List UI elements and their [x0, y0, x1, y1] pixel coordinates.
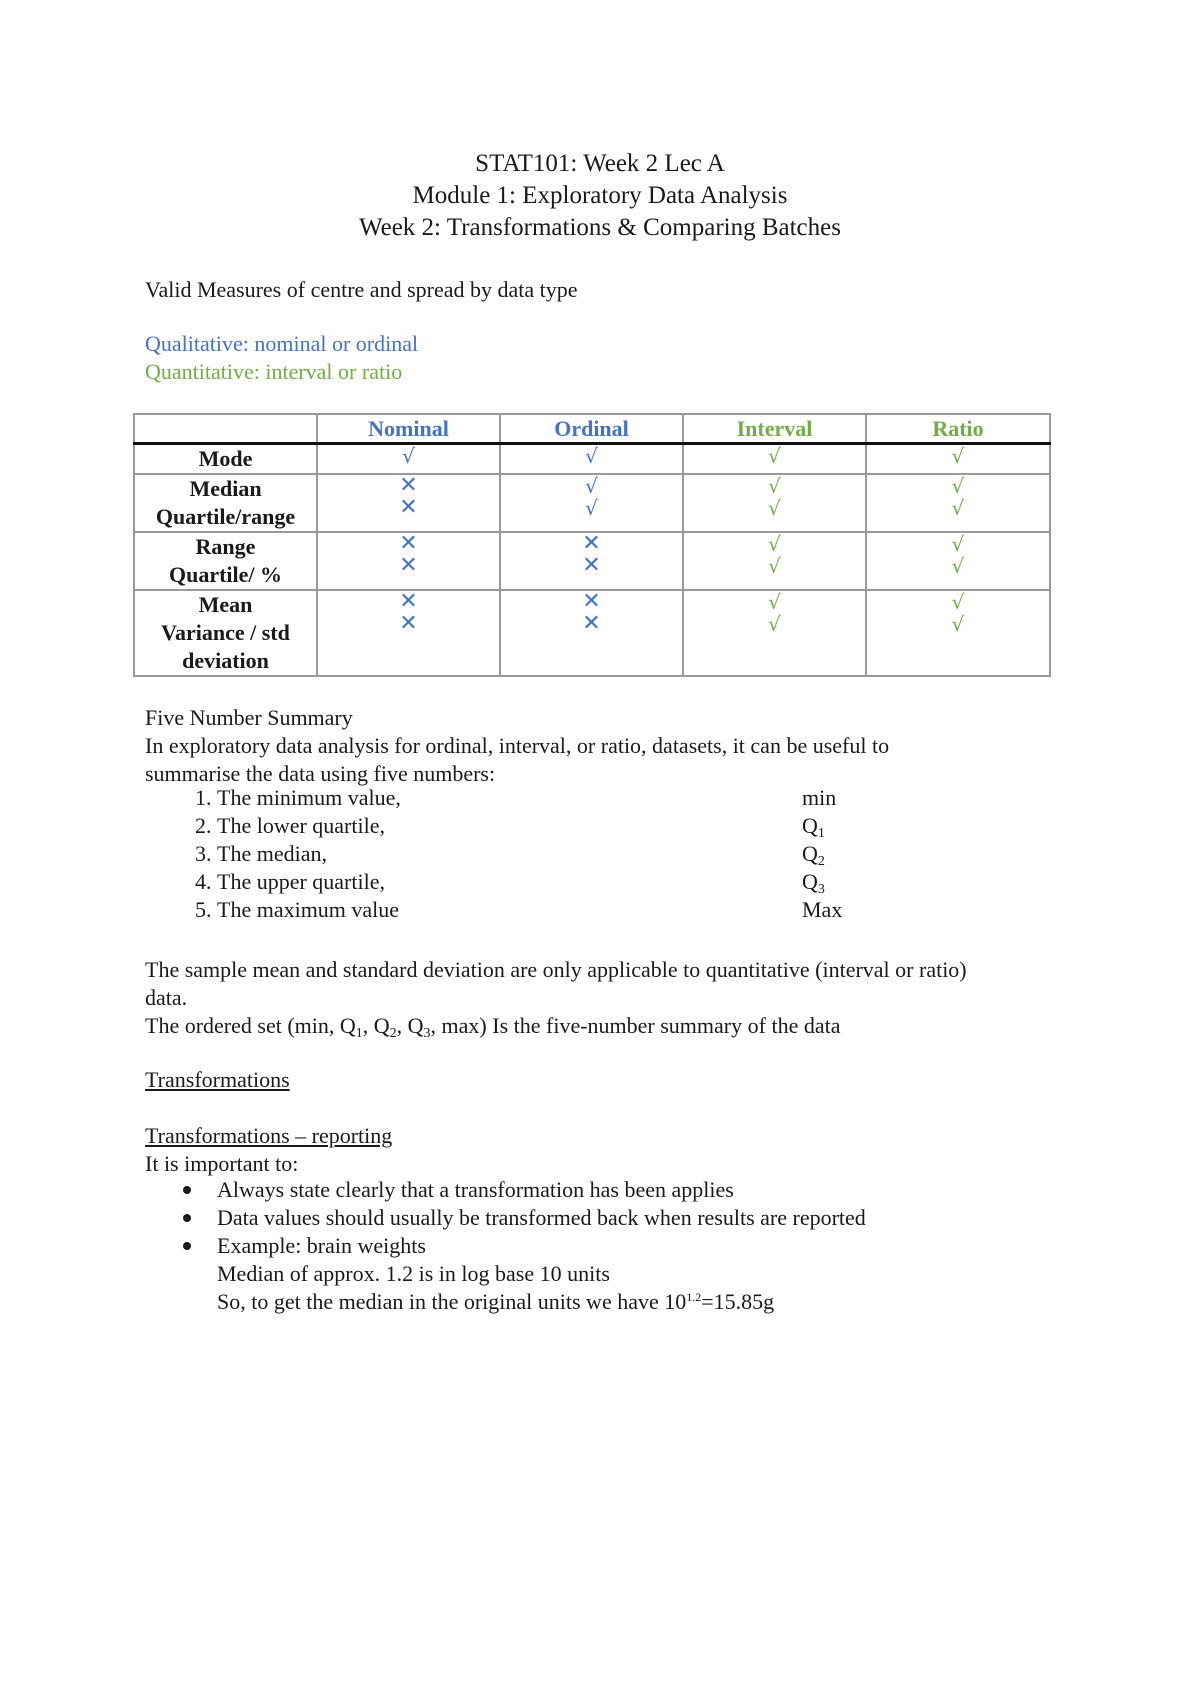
five-number-list — [145, 784, 1017, 924]
symbol-text: Q — [802, 813, 818, 838]
ordered-set-text: , Q — [396, 1013, 424, 1038]
list-item-text: The median, — [217, 841, 327, 866]
ordered-set-text: , max) Is the five-number summary of the data — [430, 1013, 841, 1038]
row-header-line: Median — [189, 476, 262, 501]
list-item — [217, 896, 1017, 924]
ordered-set-sentence — [145, 1012, 840, 1040]
sample-mean-note-line-2: data. — [145, 985, 188, 1010]
row-header-line: Mean — [198, 592, 253, 617]
bullet-dot-icon — [183, 1242, 191, 1250]
table-cell — [317, 590, 500, 676]
checkmark-icon: √ — [768, 612, 781, 636]
table-cell — [500, 444, 683, 475]
row-header-cell — [134, 532, 317, 590]
list-item — [217, 1204, 866, 1232]
cross-icon: ✕ — [582, 553, 601, 578]
list-item — [217, 840, 1017, 868]
cross-icon: ✕ — [582, 589, 601, 614]
table-cell — [683, 444, 866, 475]
cross-icon: ✕ — [399, 589, 418, 614]
table-cell — [500, 590, 683, 676]
checkmark-icon: √ — [951, 532, 965, 556]
row-header-line: Range — [195, 534, 256, 559]
row-header-line: Quartile/range — [155, 504, 296, 529]
ordered-set-subscript: 2 — [389, 1026, 397, 1041]
table-body — [134, 444, 1050, 677]
column-header-interval: Interval — [683, 414, 866, 444]
checkmark-icon: √ — [951, 590, 965, 614]
bullet-text: Always state clearly that a transformation has been applies — [217, 1177, 734, 1202]
row-header-line: Variance / std — [161, 620, 290, 645]
table-row — [134, 474, 1050, 532]
checkmark-icon: √ — [768, 590, 781, 614]
cross-icon: ✕ — [582, 531, 601, 556]
bullet-dot-icon — [183, 1186, 191, 1194]
sample-mean-note-line-1: The sample mean and standard deviation are only applicable to quantitative (interval or ratio) — [145, 957, 967, 982]
list-item-text: The minimum value, — [217, 785, 401, 810]
reporting-bullet-list — [145, 1176, 866, 1316]
table-cell — [317, 532, 500, 590]
checkmark-icon: √ — [951, 496, 965, 520]
example-exponent: 1.2 — [686, 1290, 702, 1304]
table-cell — [866, 590, 1050, 676]
checkmark-icon: √ — [768, 474, 781, 498]
bullet-text: Example: brain weights — [217, 1233, 426, 1258]
measures-table — [133, 413, 1051, 677]
checkmark-icon: √ — [585, 496, 598, 520]
symbol-text: Max — [802, 897, 843, 922]
column-header-ratio: Ratio — [866, 414, 1050, 444]
table-cell — [317, 474, 500, 532]
transformations-reporting-heading: Transformations – reporting — [145, 1123, 393, 1148]
list-item-symbol — [802, 812, 825, 840]
example-result-text: =15.85g — [701, 1289, 775, 1314]
row-header-line: Quartile/ % — [168, 562, 283, 587]
document-header — [0, 148, 1200, 244]
symbol-text: Q — [802, 869, 818, 894]
five-number-heading: Five Number Summary — [145, 705, 353, 730]
list-item-symbol — [802, 896, 842, 924]
week-title: Week 2: Transformations & Comparing Batches — [359, 214, 841, 241]
cross-icon: ✕ — [399, 531, 418, 556]
table-cell — [866, 444, 1050, 475]
table-cell — [500, 474, 683, 532]
table-row — [134, 590, 1050, 676]
row-header-line: deviation — [182, 648, 269, 673]
column-header-nominal: Nominal — [317, 414, 500, 444]
column-header-ordinal: Ordinal — [500, 414, 683, 444]
table-cell — [500, 532, 683, 590]
symbol-subscript: 1 — [817, 826, 825, 841]
checkmark-icon: √ — [585, 474, 598, 498]
symbol-text: min — [802, 785, 837, 810]
example-detail-line — [217, 1288, 866, 1316]
checkmark-icon: √ — [768, 554, 781, 578]
table-cell — [866, 474, 1050, 532]
row-header-cell — [134, 590, 317, 676]
cross-icon: ✕ — [399, 611, 418, 636]
table-cell — [683, 474, 866, 532]
module-title: Module 1: Exploratory Data Analysis — [412, 182, 788, 209]
list-item — [217, 868, 1017, 896]
list-item-text: The maximum value — [217, 897, 400, 922]
five-number-intro-line-1: In exploratory data analysis for ordinal, interval, or ratio, datasets, it can be useful to — [145, 733, 890, 758]
symbol-subscript: 2 — [817, 854, 825, 869]
symbol-text: Q — [802, 841, 818, 866]
row-header-cell — [134, 444, 317, 475]
cross-icon: ✕ — [399, 473, 418, 498]
ordered-set-subscript: 1 — [355, 1026, 363, 1041]
ordered-set-text: The ordered set (min, Q — [145, 1013, 356, 1038]
table-corner-cell — [134, 414, 317, 444]
qualitative-definition: Qualitative: nominal or ordinal — [145, 331, 419, 356]
table-row — [134, 444, 1050, 475]
important-intro: It is important to: — [145, 1151, 299, 1176]
checkmark-icon: √ — [768, 444, 781, 468]
table-row — [134, 532, 1050, 590]
table-cell — [683, 532, 866, 590]
list-item — [217, 1176, 866, 1204]
list-item — [217, 784, 1017, 812]
cross-icon: ✕ — [582, 611, 601, 636]
list-item — [217, 1232, 866, 1260]
list-item — [217, 812, 1017, 840]
checkmark-icon: √ — [402, 444, 415, 468]
quantitative-definition: Quantitative: interval or ratio — [145, 359, 403, 384]
cross-icon: ✕ — [399, 495, 418, 520]
intro-text: Valid Measures of centre and spread by data type — [145, 277, 578, 302]
transformations-heading: Transformations — [145, 1067, 290, 1092]
example-detail-line — [217, 1260, 866, 1288]
five-number-intro-line-2: summarise the data using five numbers: — [145, 761, 496, 786]
ordered-set-subscript: 3 — [423, 1026, 431, 1041]
checkmark-icon: √ — [768, 532, 781, 556]
symbol-subscript: 3 — [817, 882, 825, 897]
table-cell — [683, 590, 866, 676]
row-header-line: Mode — [198, 446, 253, 471]
checkmark-icon: √ — [768, 496, 781, 520]
checkmark-icon: √ — [951, 474, 965, 498]
table-cell — [317, 444, 500, 475]
course-title: STAT101: Week 2 Lec A — [475, 150, 725, 177]
bullet-dot-icon — [183, 1214, 191, 1222]
list-item-symbol — [802, 840, 825, 868]
example-median-text: Median of approx. 1.2 is in log base 10 units — [217, 1261, 610, 1286]
row-header-cell — [134, 474, 317, 532]
cross-icon: ✕ — [399, 553, 418, 578]
checkmark-icon: √ — [951, 554, 965, 578]
table-header-row — [134, 414, 1050, 444]
bullet-text: Data values should usually be transformed back when results are reported — [217, 1205, 866, 1230]
checkmark-icon: √ — [951, 444, 965, 468]
list-item-symbol — [802, 868, 825, 896]
list-item-text: The upper quartile, — [217, 869, 385, 894]
checkmark-icon: √ — [951, 612, 965, 636]
list-item-text: The lower quartile, — [217, 813, 385, 838]
list-item-symbol — [802, 784, 836, 812]
table-cell — [866, 532, 1050, 590]
ordered-set-text: , Q — [362, 1013, 390, 1038]
example-conversion-text: So, to get the median in the original units we have 10 — [217, 1289, 687, 1314]
checkmark-icon: √ — [585, 444, 598, 468]
